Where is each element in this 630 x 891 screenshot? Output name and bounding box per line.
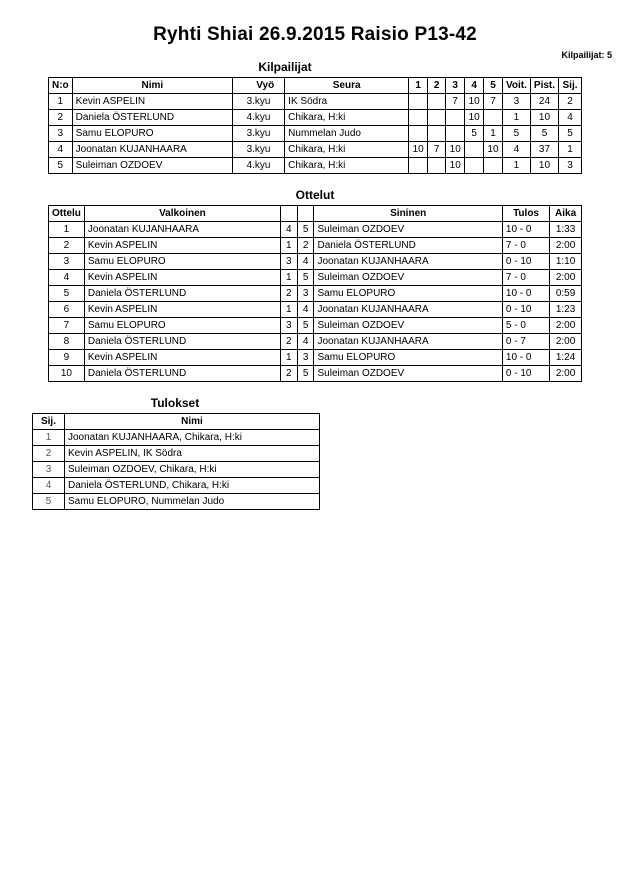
cell-p2 [428, 158, 446, 174]
competitors-heading: Kilpailijat [258, 60, 312, 74]
cell-result: 0 - 10 [502, 302, 549, 318]
cell-white: Daniela ÖSTERLUND [84, 286, 280, 302]
column-header-match-number: Ottelu [49, 206, 85, 222]
cell-blue-number: 5 [297, 318, 314, 334]
cell-blue: Suleiman OZDOEV [314, 318, 502, 334]
cell-white-number: 1 [280, 350, 297, 366]
column-header-p5: 5 [484, 78, 503, 94]
cell-p2 [428, 110, 446, 126]
cell-white-number: 2 [280, 366, 297, 382]
cell-p3: 10 [446, 142, 465, 158]
cell-blue: Samu ELOPURO [314, 286, 502, 302]
cell-match-number: 1 [49, 222, 85, 238]
cell-match-number: 9 [49, 350, 85, 366]
cell-club: IK Södra [285, 94, 409, 110]
cell-result: 0 - 7 [502, 334, 549, 350]
cell-white: Joonatan KUJANHAARA [84, 222, 280, 238]
cell-match-number: 2 [49, 238, 85, 254]
cell-white-number: 1 [280, 270, 297, 286]
table-row [49, 158, 582, 174]
cell-rank: 1 [33, 430, 65, 446]
cell-match-number: 5 [49, 286, 85, 302]
cell-name: Kevin ASPELIN, IK Södra [65, 446, 320, 462]
cell-name: Suleiman OZDOEV, Chikara, H:ki [65, 462, 320, 478]
cell-p5: 10 [484, 142, 503, 158]
cell-name: Suleiman OZDOEV [72, 158, 232, 174]
table-row [49, 94, 582, 110]
column-header-time: Aika [550, 206, 582, 222]
cell-time: 2:00 [550, 318, 582, 334]
cell-white: Daniela ÖSTERLUND [84, 334, 280, 350]
cell-wins: 1 [502, 158, 530, 174]
cell-blue: Joonatan KUJANHAARA [314, 334, 502, 350]
cell-rank: 4 [33, 478, 65, 494]
column-header-white: Valkoinen [84, 206, 280, 222]
cell-name: Kevin ASPELIN [72, 94, 232, 110]
cell-points: 5 [530, 126, 558, 142]
column-header-p4: 4 [465, 78, 484, 94]
cell-no: 2 [49, 110, 73, 126]
table-row [49, 254, 582, 270]
table-header-row [33, 414, 320, 430]
table-header-row [49, 78, 582, 94]
competitors-table [48, 77, 582, 174]
table-row [49, 222, 582, 238]
cell-result: 7 - 0 [502, 238, 549, 254]
table-row [49, 350, 582, 366]
cell-p5 [484, 110, 503, 126]
table-row [33, 462, 320, 478]
table-row [33, 478, 320, 494]
cell-blue-number: 2 [297, 238, 314, 254]
cell-belt: 3.kyu [232, 126, 284, 142]
table-row [49, 286, 582, 302]
column-header-points: Pist. [530, 78, 558, 94]
cell-name: Daniela ÖSTERLUND, Chikara, H:ki [65, 478, 320, 494]
cell-time: 1:24 [550, 350, 582, 366]
cell-time: 2:00 [550, 238, 582, 254]
cell-p1 [409, 158, 428, 174]
cell-p1 [409, 110, 428, 126]
cell-rank: 4 [559, 110, 582, 126]
cell-wins: 4 [502, 142, 530, 158]
cell-p5: 1 [484, 126, 503, 142]
cell-points: 10 [530, 110, 558, 126]
cell-white-number: 4 [280, 222, 297, 238]
cell-white-number: 3 [280, 254, 297, 270]
table-header-row [49, 206, 582, 222]
cell-time: 2:00 [550, 334, 582, 350]
table-row [49, 270, 582, 286]
cell-p2 [428, 94, 446, 110]
cell-blue-number: 3 [297, 286, 314, 302]
cell-match-number: 10 [49, 366, 85, 382]
cell-name: Daniela ÖSTERLUND [72, 110, 232, 126]
cell-white-number: 1 [280, 238, 297, 254]
cell-name: Samu ELOPURO [72, 126, 232, 142]
cell-name: Joonatan KUJANHAARA, Chikara, H:ki [65, 430, 320, 446]
cell-time: 0:59 [550, 286, 582, 302]
cell-match-number: 3 [49, 254, 85, 270]
cell-blue: Suleiman OZDOEV [314, 366, 502, 382]
cell-points: 37 [530, 142, 558, 158]
column-header-rank: Sij. [559, 78, 582, 94]
cell-p5 [484, 158, 503, 174]
cell-p2: 7 [428, 142, 446, 158]
cell-points: 24 [530, 94, 558, 110]
column-header-no: N:o [49, 78, 73, 94]
cell-p3: 7 [446, 94, 465, 110]
column-header-wins: Voit. [502, 78, 530, 94]
cell-no: 1 [49, 94, 73, 110]
cell-belt: 3.kyu [232, 94, 284, 110]
table-row [49, 238, 582, 254]
cell-blue-number: 5 [297, 222, 314, 238]
cell-p1 [409, 94, 428, 110]
cell-blue: Suleiman OZDOEV [314, 222, 502, 238]
column-header-belt: Vyö [232, 78, 284, 94]
column-header-name: Nimi [72, 78, 232, 94]
table-row [33, 494, 320, 510]
cell-rank: 5 [559, 126, 582, 142]
cell-white-number: 1 [280, 302, 297, 318]
cell-club: Nummelan Judo [285, 126, 409, 142]
matches-table [48, 205, 582, 382]
table-row [33, 446, 320, 462]
cell-p4 [465, 158, 484, 174]
cell-no: 4 [49, 142, 73, 158]
competitor-count-label: Kilpailijat: 5 [561, 50, 612, 60]
cell-white-number: 2 [280, 286, 297, 302]
cell-p4: 10 [465, 94, 484, 110]
cell-p1: 10 [409, 142, 428, 158]
cell-blue: Samu ELOPURO [314, 350, 502, 366]
cell-name: Joonatan KUJANHAARA [72, 142, 232, 158]
cell-p4 [465, 142, 484, 158]
cell-p2 [428, 126, 446, 142]
cell-result: 10 - 0 [502, 350, 549, 366]
cell-points: 10 [530, 158, 558, 174]
results-heading: Tulokset [150, 396, 200, 410]
cell-white: Samu ELOPURO [84, 254, 280, 270]
cell-p1 [409, 126, 428, 142]
matches-heading: Ottelut [295, 188, 335, 202]
cell-blue: Joonatan KUJANHAARA [314, 302, 502, 318]
cell-blue: Suleiman OZDOEV [314, 270, 502, 286]
cell-time: 2:00 [550, 366, 582, 382]
results-table-wrapper [0, 413, 630, 510]
cell-blue: Joonatan KUJANHAARA [314, 254, 502, 270]
cell-belt: 3.kyu [232, 142, 284, 158]
cell-blue: Daniela ÖSTERLUND [314, 238, 502, 254]
cell-p3 [446, 126, 465, 142]
table-row [49, 366, 582, 382]
cell-blue-number: 5 [297, 366, 314, 382]
cell-white: Kevin ASPELIN [84, 302, 280, 318]
table-row [49, 334, 582, 350]
cell-white: Samu ELOPURO [84, 318, 280, 334]
cell-blue-number: 3 [297, 350, 314, 366]
results-table [32, 413, 320, 510]
cell-match-number: 7 [49, 318, 85, 334]
table-row [33, 430, 320, 446]
table-row [49, 110, 582, 126]
cell-wins: 3 [502, 94, 530, 110]
cell-white: Kevin ASPELIN [84, 270, 280, 286]
table-row [49, 302, 582, 318]
cell-blue-number: 4 [297, 334, 314, 350]
cell-match-number: 4 [49, 270, 85, 286]
cell-rank: 3 [559, 158, 582, 174]
cell-time: 1:10 [550, 254, 582, 270]
cell-no: 5 [49, 158, 73, 174]
cell-no: 3 [49, 126, 73, 142]
cell-rank: 3 [33, 462, 65, 478]
page-title: Ryhti Shiai 26.9.2015 Raisio P13-42 [153, 24, 477, 45]
cell-white-number: 2 [280, 334, 297, 350]
table-row [49, 318, 582, 334]
cell-rank: 5 [33, 494, 65, 510]
cell-match-number: 6 [49, 302, 85, 318]
cell-blue-number: 4 [297, 302, 314, 318]
cell-white: Kevin ASPELIN [84, 238, 280, 254]
cell-belt: 4.kyu [232, 158, 284, 174]
column-header-blue-number [297, 206, 314, 222]
cell-rank: 2 [559, 94, 582, 110]
column-header-p3: 3 [446, 78, 465, 94]
cell-white: Daniela ÖSTERLUND [84, 366, 280, 382]
cell-belt: 4.kyu [232, 110, 284, 126]
cell-p4: 5 [465, 126, 484, 142]
column-header-result: Tulos [502, 206, 549, 222]
cell-blue-number: 5 [297, 270, 314, 286]
cell-time: 1:33 [550, 222, 582, 238]
cell-white: Kevin ASPELIN [84, 350, 280, 366]
cell-p5: 7 [484, 94, 503, 110]
column-header-p2: 2 [428, 78, 446, 94]
cell-result: 0 - 10 [502, 254, 549, 270]
cell-result: 10 - 0 [502, 286, 549, 302]
cell-time: 1:23 [550, 302, 582, 318]
column-header-blue: Sininen [314, 206, 502, 222]
table-row [49, 126, 582, 142]
cell-rank: 1 [559, 142, 582, 158]
column-header-white-number [280, 206, 297, 222]
cell-result: 10 - 0 [502, 222, 549, 238]
cell-wins: 5 [502, 126, 530, 142]
cell-club: Chikara, H:ki [285, 158, 409, 174]
cell-p3 [446, 110, 465, 126]
table-row [49, 142, 582, 158]
column-header-p1: 1 [409, 78, 428, 94]
cell-p3: 10 [446, 158, 465, 174]
cell-name: Samu ELOPURO, Nummelan Judo [65, 494, 320, 510]
column-header-club: Seura [285, 78, 409, 94]
cell-result: 5 - 0 [502, 318, 549, 334]
cell-club: Chikara, H:ki [285, 142, 409, 158]
column-header-rank: Sij. [33, 414, 65, 430]
cell-blue-number: 4 [297, 254, 314, 270]
cell-time: 2:00 [550, 270, 582, 286]
cell-result: 0 - 10 [502, 366, 549, 382]
cell-white-number: 3 [280, 318, 297, 334]
cell-rank: 2 [33, 446, 65, 462]
cell-wins: 1 [502, 110, 530, 126]
cell-club: Chikara, H:ki [285, 110, 409, 126]
cell-result: 7 - 0 [502, 270, 549, 286]
cell-p4: 10 [465, 110, 484, 126]
cell-match-number: 8 [49, 334, 85, 350]
column-header-name: Nimi [65, 414, 320, 430]
